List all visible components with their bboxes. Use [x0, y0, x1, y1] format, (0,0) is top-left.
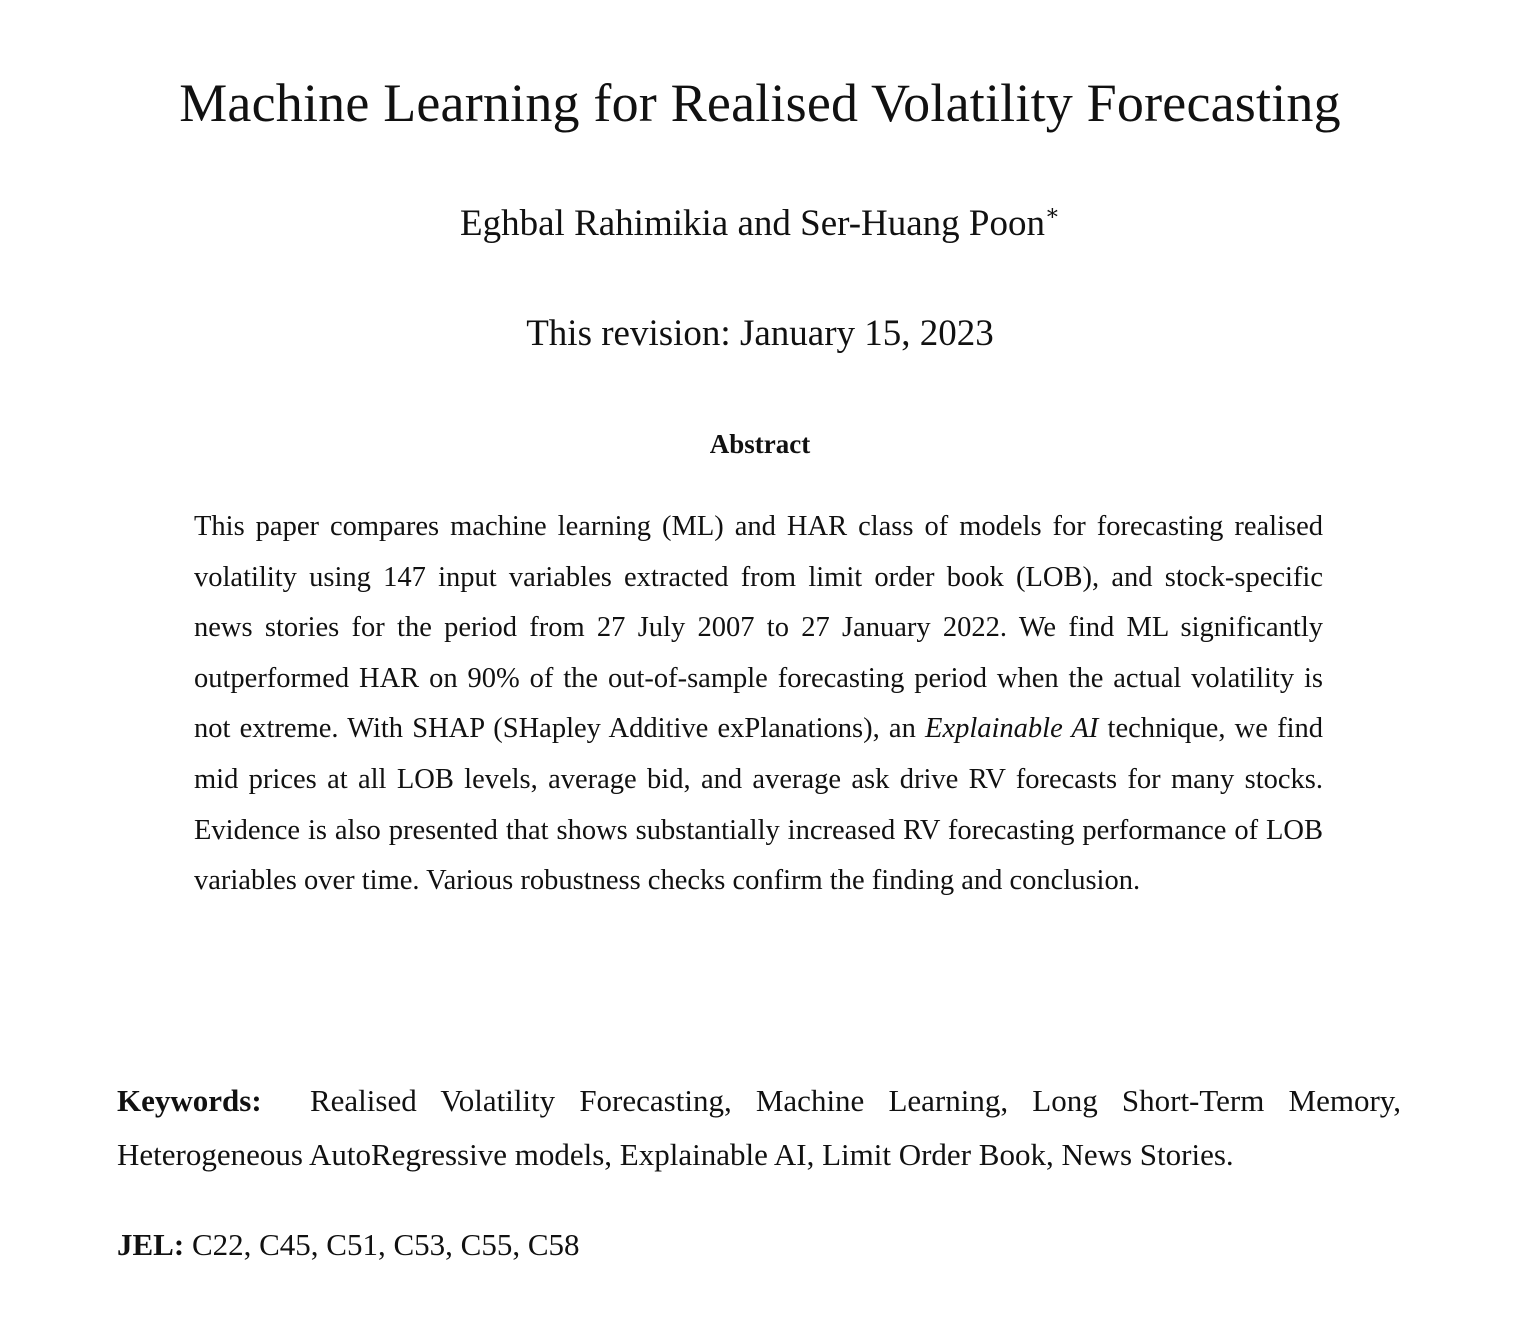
- authors-line: [0, 202, 1520, 245]
- jel-section: [117, 1222, 580, 1268]
- keywords-section: [117, 1074, 1401, 1182]
- jel-codes: C22, C45, C51, C53, C55, C58: [191, 1227, 580, 1262]
- author-names: Eghbal Rahimikia and Ser-Huang Poon: [460, 203, 1046, 244]
- keywords-label: Keywords:: [117, 1083, 262, 1118]
- keywords-text: Realised Volatility Forecasting, Machine Learning, Long Short-Term Memory, Heterogeneous AutoRegressive models, Explainable AI, Limit Order Book, News Stories.: [117, 1083, 1402, 1172]
- abstract-body: [194, 502, 1323, 907]
- abstract-text-part1: This paper compares machine learning (ML) and HAR class of models for forecasting realised volatility using 147 input variables extracted from limit order book (LOB), and stock-specific news stories for the period from 27 July 2007 to 27 January 2022. We find ML significantly outperformed HAR on 90% of the out-of-sample forecasting period when the actual volatility is not extreme. With SHAP (SHapley Additive exPlanations), an: [194, 511, 1323, 745]
- author-footnote-mark[interactable]: ∗: [1045, 200, 1060, 225]
- abstract-heading: Abstract: [709, 429, 811, 459]
- revision-date: This revision: January 15, 2023: [526, 313, 994, 354]
- jel-label: JEL:: [117, 1227, 185, 1262]
- abstract-text-part2: technique, we find mid prices at all LOB levels, average bid, and average ask drive RV forecasts for many stocks. Evidence is also presented that shows substantially increased RV forecasting performance of LOB variables over time. Various robustness checks confirm the finding and conclusion.: [194, 713, 1323, 897]
- abstract-italic-term: Explainable AI: [925, 713, 1099, 745]
- paper-title: Machine Learning for Realised Volatility Forecasting: [179, 73, 1341, 133]
